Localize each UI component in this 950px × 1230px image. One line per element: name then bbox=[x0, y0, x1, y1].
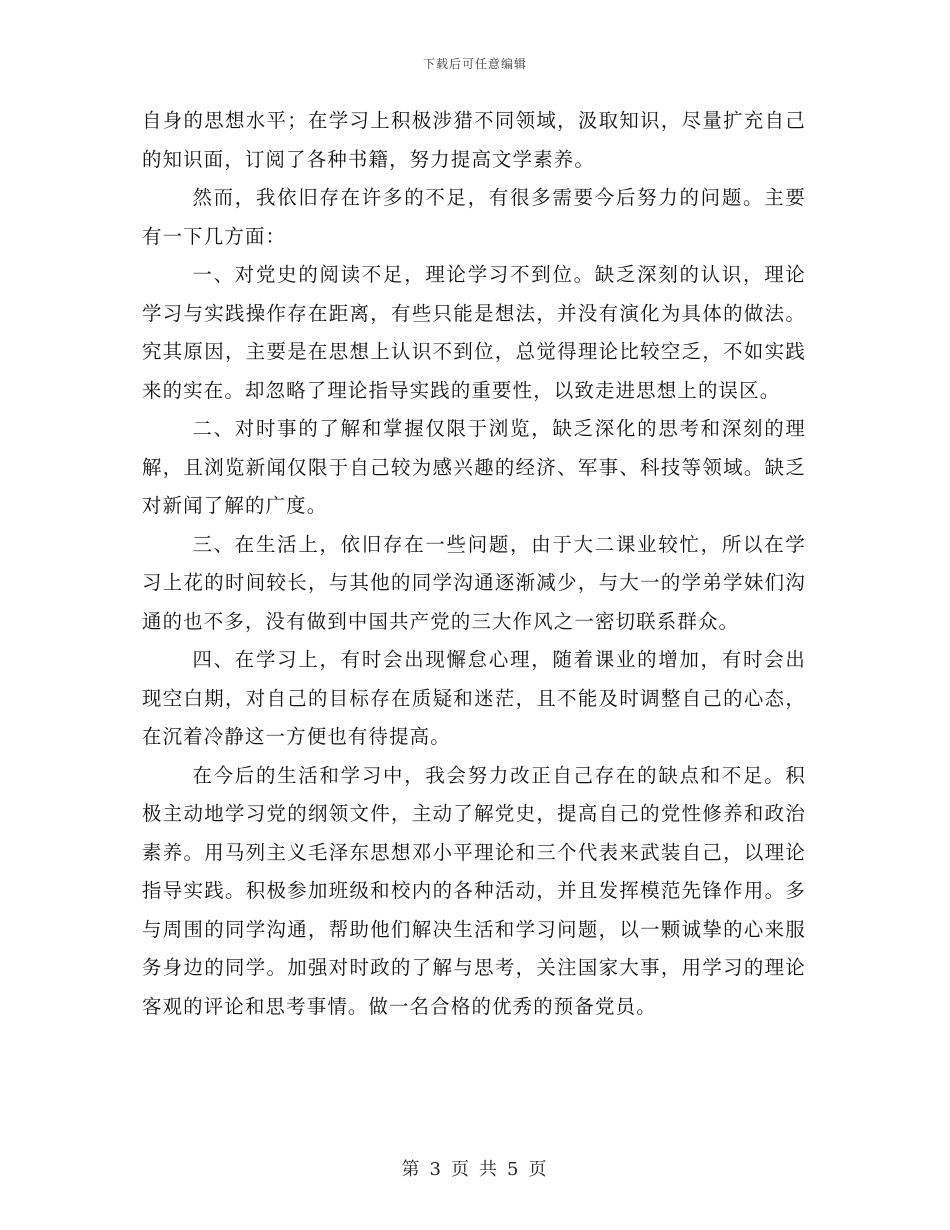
footer-total-word: 共 bbox=[479, 1159, 499, 1180]
footer-page-word: 页 bbox=[451, 1159, 471, 1180]
paragraph-point-four: 四、在学习上，有时会出现懈怠心理，随着课业的增加，有时会出现空白期，对自己的目标存在质疑和迷茫，且不能及时调整自己的心态，在沉着冷静这一方便也有待提高。 bbox=[142, 648, 806, 748]
paragraph-point-one: 一、对党史的阅读不足，理论学习不到位。缺乏深刻的认识，理论学习与实践操作存在距离，有些只能是想法，并没有演化为具体的做法。究其原因，主要是在思想上认识不到位，总觉得理论比较空乏，不如实践来的实在。却忽略了理论指导实践的重要性，以致走进思想上的误区。 bbox=[142, 263, 806, 402]
document-body bbox=[142, 102, 806, 1026]
footer-suffix: 页 bbox=[528, 1159, 549, 1180]
paragraph-point-three: 三、在生活上，依旧存在一些问题，由于大二课业较忙，所以在学习上花的时间较长，与其他的同学沟通逐渐减少，与大一的学弟学妹们沟通的也不多，没有做到中国共产党的三大作风之一密切联系群众。 bbox=[142, 532, 806, 633]
paragraph-point-two: 二、对时事的了解和掌握仅限于浏览，缺乏深化的思考和深刻的理解，且浏览新闻仅限于自己较为感兴趣的经济、军事、科技等领域。缺乏对新闻了解的广度。 bbox=[142, 417, 806, 517]
paragraph-future-plan: 在今后的生活和学习中，我会努力改正自己存在的缺点和不足。积极主动地学习党的纲领文件，主动了解党史，提高自己的党性修养和政治素养。用马列主义毛泽东思想邓小平理论和三个代表来武装自己，以理论指导实践。积极参加班级和校内的各种活动，并且发挥模范先锋作用。多与周围的同学沟通，帮助他们解决生活和学习问题，以一颗诚挚的心来服务身边的同学。加强对时政的了解与思考，关注国家大事，用学习的理论客观的评论和思考事情。做一名合格的优秀的预备党员。 bbox=[142, 763, 806, 1018]
header-note: 下载后可任意编辑 bbox=[422, 57, 527, 71]
footer-current-page: 3 bbox=[429, 1159, 443, 1180]
footer-total-pages: 5 bbox=[507, 1159, 521, 1180]
paragraph-continued: 自身的思想水平；在学习上积极涉猎不同领域，汲取知识，尽量扩充自己的知识面，订阅了各种书籍，努力提高文学素养。 bbox=[142, 109, 806, 171]
paragraph-shortcomings-intro: 然而，我依旧存在许多的不足，有很多需要今后努力的问题。主要有一下几方面： bbox=[142, 186, 806, 248]
page-footer bbox=[0, 1155, 950, 1181]
footer-prefix: 第 bbox=[401, 1159, 422, 1180]
